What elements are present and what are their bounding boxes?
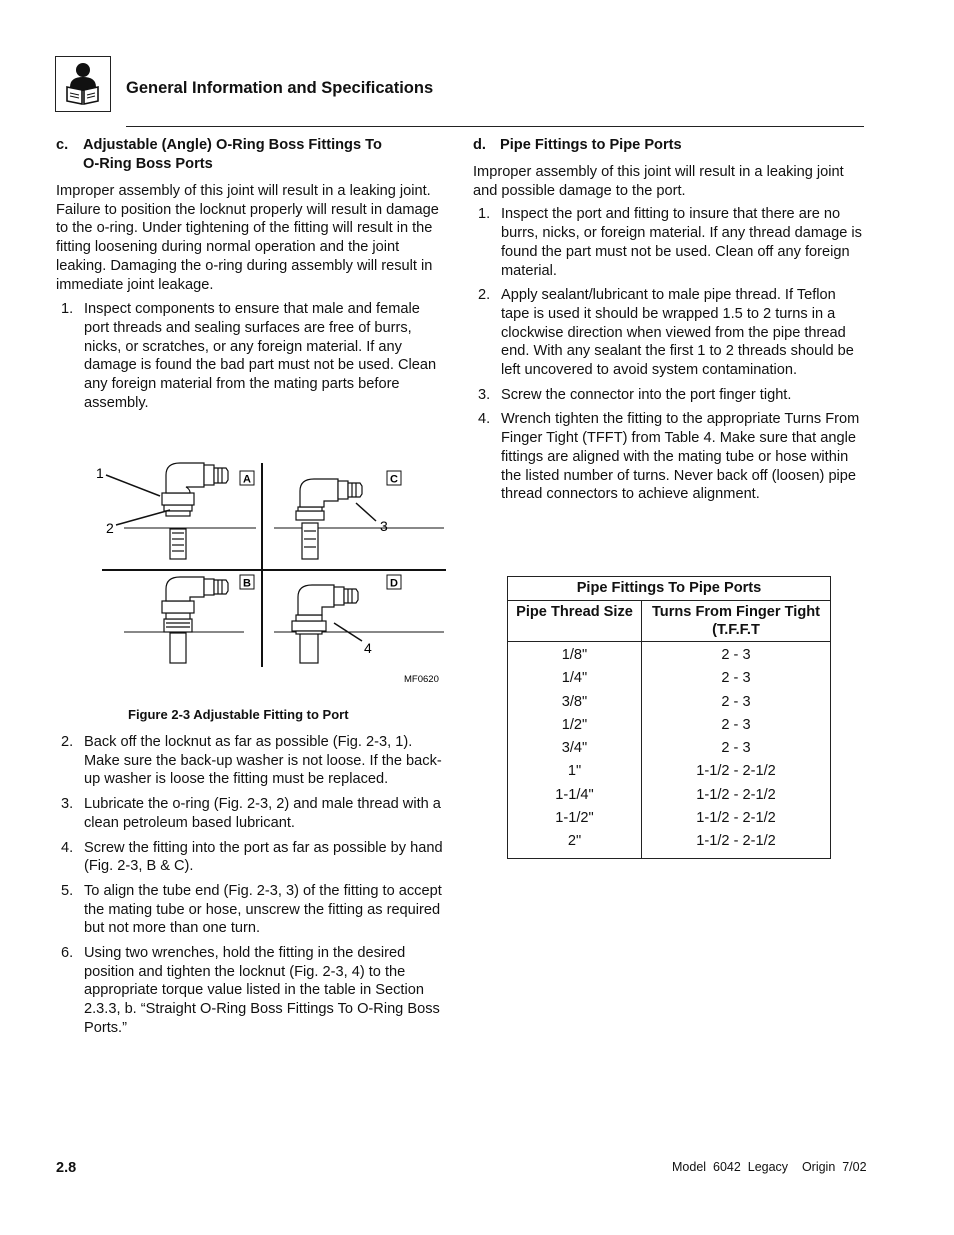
cell-turns: 2 - 3 bbox=[642, 737, 831, 760]
svg-text:D: D bbox=[390, 577, 398, 590]
cell-turns: 2 - 3 bbox=[642, 667, 831, 690]
step-text: Inspect the port and fitting to insure that there are no burrs, nicks, or foreign material. If any thread damage is found the part must not be used. Clean off any foreign material. bbox=[501, 206, 862, 279]
step-item bbox=[56, 882, 448, 938]
panel-b-label bbox=[240, 575, 254, 590]
table-row bbox=[508, 691, 831, 714]
step-number: 4. bbox=[61, 839, 74, 856]
step-item bbox=[56, 839, 448, 876]
section-c-intro: Improper assembly of this joint will result in a leaking joint. Failure to position the locknut properly will result in damage to the o-ring. Under tightening of the fitting will result in the fitting loosening during normal operation and the joint leaking. Damaging the o-ring during assembly will result in immediate joint leakage. bbox=[56, 183, 439, 293]
step-text: Apply sealant/lubricant to male pipe thread. If Teflon tape is used it should be wrapped 1.5 to 2 turns in a clockwise direction when viewed from the pipe thread end. With any sealant the first 1 to 2 threads should be left uncovered to avoid system contamination. bbox=[501, 287, 854, 379]
step-text: To align the tube end (Fig. 2-3, 3) of the fitting to accept the mating tube or hose, unscrew the fitting as required but not more than one turn. bbox=[84, 882, 442, 937]
callout-1: 1 bbox=[96, 465, 104, 481]
callout-3: 3 bbox=[380, 518, 388, 534]
table-row bbox=[508, 830, 831, 858]
panel-d-label bbox=[387, 575, 401, 590]
callout-2: 2 bbox=[106, 520, 114, 536]
svg-text:C: C bbox=[390, 473, 398, 486]
step-item bbox=[473, 410, 863, 504]
table-row bbox=[508, 642, 831, 668]
figure-caption: Figure 2-3 Adjustable Fitting to Port bbox=[128, 707, 349, 722]
step-text: Back off the locknut as far as possible (Fig. 2-3, 1). Make sure the back-up washer is not loose. If the back-up washer is loose the fitting must be replaced. bbox=[84, 734, 442, 788]
step-item bbox=[56, 300, 448, 412]
cell-pipe-thread-size: 1/8" bbox=[508, 642, 642, 668]
footer-model-info: Model 6042 Legacy Origin 7/02 bbox=[672, 1160, 867, 1174]
cell-pipe-thread-size: 2" bbox=[508, 830, 642, 858]
cell-turns: 2 - 3 bbox=[642, 714, 831, 737]
step-item bbox=[473, 205, 863, 280]
table-row bbox=[508, 667, 831, 690]
cell-pipe-thread-size: 1/4" bbox=[508, 667, 642, 690]
callout-4: 4 bbox=[364, 640, 372, 656]
figure-code: MF0620 bbox=[404, 674, 439, 685]
manual-reader-logo-icon bbox=[55, 56, 111, 112]
table-row bbox=[508, 784, 831, 807]
table-row bbox=[508, 807, 831, 830]
step-number: 5. bbox=[61, 882, 74, 899]
cell-pipe-thread-size: 3/4" bbox=[508, 737, 642, 760]
left-column bbox=[56, 136, 448, 418]
table-row bbox=[508, 737, 831, 760]
cell-turns: 2 - 3 bbox=[642, 691, 831, 714]
section-d-intro: Improper assembly of this joint will result in a leaking joint and possible damage to the port. bbox=[473, 164, 844, 199]
step-text: Inspect components to ensure that male and female port threads and sealing surfaces are free of burrs, nicks, or scratches, or any foreign material. If any damage is found the bad part must not be used. Clean any foreign material from the mating parts before assembly. bbox=[84, 301, 437, 411]
cell-turns: 1-1/2 - 2-1/2 bbox=[642, 830, 831, 858]
section-c-steps-1 bbox=[56, 300, 448, 412]
fitting-b-drawing bbox=[124, 577, 244, 663]
step-text: Lubricate the o-ring (Fig. 2-3, 2) and male thread with a clean petroleum based lubricant. bbox=[84, 796, 441, 831]
fitting-c-drawing bbox=[274, 479, 444, 559]
cell-turns: 1-1/2 - 2-1/2 bbox=[642, 784, 831, 807]
cell-turns: 1-1/2 - 2-1/2 bbox=[642, 760, 831, 783]
cell-pipe-thread-size: 3/8" bbox=[508, 691, 642, 714]
step-number: 6. bbox=[61, 945, 74, 962]
step-item bbox=[473, 386, 863, 405]
step-text: Wrench tighten the fitting to the appropriate Turns From Finger Tight (TFFT) from Table 4. Make sure that angle fittings are aligned with the mating tube or hose within the listed number of turns. Never back off (loosen) pipe thread connectors to achieve alignment. bbox=[501, 411, 860, 503]
step-number: 1. bbox=[478, 206, 491, 223]
cell-turns: 2 - 3 bbox=[642, 642, 831, 668]
step-text: Screw the connector into the port finger tight. bbox=[501, 386, 792, 403]
step-number: 3. bbox=[478, 386, 491, 403]
left-column-continued bbox=[56, 733, 448, 1044]
fitting-a-drawing bbox=[124, 463, 256, 559]
header-divider bbox=[126, 126, 864, 127]
step-number: 1. bbox=[61, 301, 74, 318]
table-header-turns: Turns From Finger Tight (T.F.F.T bbox=[642, 601, 831, 642]
step-item bbox=[56, 795, 448, 832]
cell-pipe-thread-size: 1-1/4" bbox=[508, 784, 642, 807]
table-row bbox=[508, 760, 831, 783]
right-column bbox=[473, 136, 863, 510]
step-text: Screw the fitting into the port as far as possible by hand (Fig. 2-3, B & C). bbox=[84, 839, 443, 875]
svg-text:A: A bbox=[243, 473, 251, 486]
table-body bbox=[508, 642, 831, 859]
step-item bbox=[473, 286, 863, 380]
cell-pipe-thread-size: 1-1/2" bbox=[508, 807, 642, 830]
step-number: 2. bbox=[478, 287, 491, 304]
figure-adjustable-fitting bbox=[94, 455, 450, 687]
section-d-steps bbox=[473, 205, 863, 504]
panel-c-label bbox=[387, 471, 401, 486]
svg-text:B: B bbox=[243, 577, 251, 590]
table-row bbox=[508, 714, 831, 737]
table-caption: Pipe Fittings To Pipe Ports bbox=[508, 577, 831, 601]
panel-a-label bbox=[240, 471, 254, 486]
page-header-title: General Information and Specifications bbox=[126, 79, 434, 97]
step-text: Using two wrenches, hold the fitting in the desired position and tighten the locknut (Fig. 2-3, 4) to the appropriate torque value listed in the table in Section 2.3.3, b. “Straight O-Ring Boss Fittings To O-Ring Boss Ports.” bbox=[84, 945, 440, 1036]
step-item bbox=[56, 944, 448, 1038]
pipe-fittings-table bbox=[507, 576, 831, 859]
table-header-pipe-thread-size: Pipe Thread Size bbox=[508, 601, 642, 642]
step-number: 3. bbox=[61, 796, 74, 813]
cell-pipe-thread-size: 1/2" bbox=[508, 714, 642, 737]
pipe-fittings-table-wrapper bbox=[507, 576, 831, 859]
cell-turns: 1-1/2 - 2-1/2 bbox=[642, 807, 831, 830]
section-c-heading: c. Adjustable (Angle) O-Ring Boss Fittings To O-Ring Boss Ports bbox=[56, 137, 382, 172]
step-number: 2. bbox=[61, 734, 74, 750]
cell-pipe-thread-size: 1" bbox=[508, 760, 642, 783]
section-d-heading: d. Pipe Fittings to Pipe Ports bbox=[473, 137, 682, 153]
section-c-steps-2 bbox=[56, 733, 448, 1038]
page-number: 2.8 bbox=[56, 1160, 77, 1176]
fitting-d-drawing bbox=[274, 585, 444, 663]
step-item bbox=[56, 733, 448, 789]
step-number: 4. bbox=[478, 411, 491, 428]
